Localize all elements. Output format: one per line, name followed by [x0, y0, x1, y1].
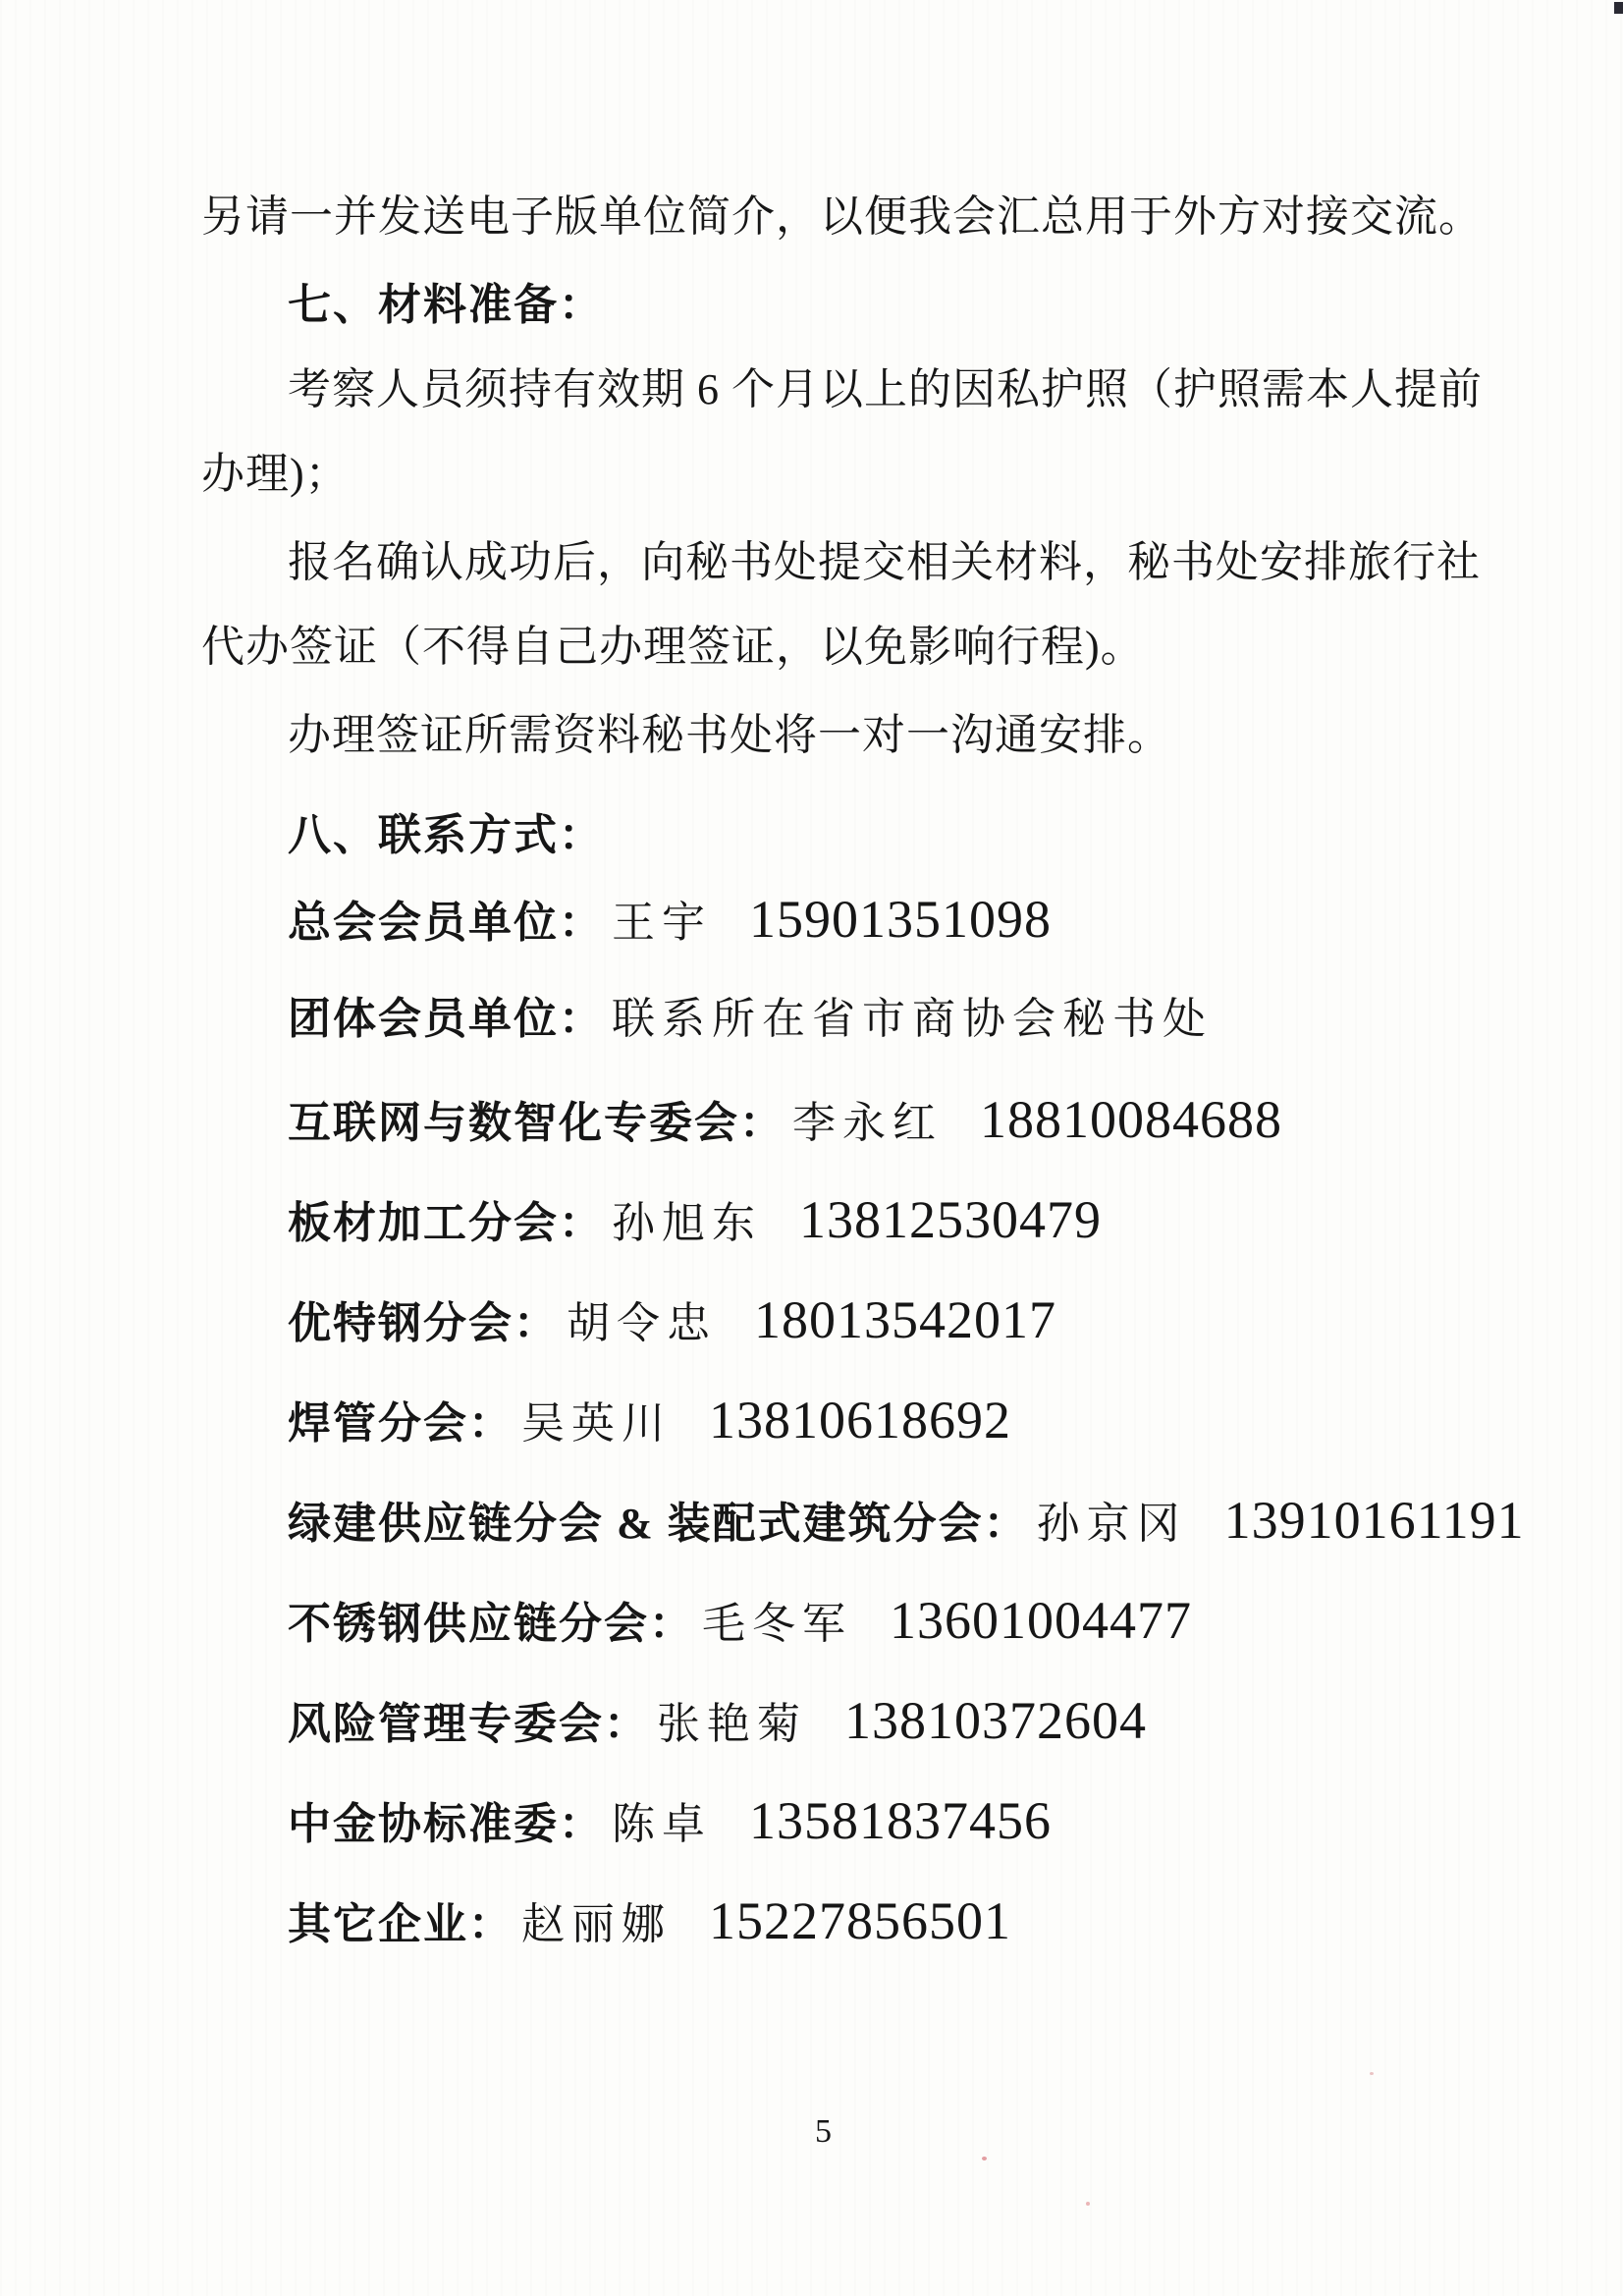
contact-label: 总会会员单位：: [288, 899, 604, 947]
contact-row: [288, 890, 1525, 949]
contact-phone: 13812530479: [799, 1190, 1102, 1249]
contact-phone: 18013542017: [754, 1290, 1056, 1349]
contact-name: 李永红: [792, 1099, 943, 1147]
scan-artifact-speck: [982, 2157, 987, 2160]
contact-label: 团体会员单位：: [288, 995, 604, 1043]
contact-label: 风险管理专委会：: [288, 1700, 649, 1748]
contact-phone: 13810372604: [844, 1691, 1147, 1750]
contact-phone: 18810084688: [980, 1090, 1282, 1149]
contact-row: [288, 1391, 1525, 1449]
scan-artifact-speck: [1086, 2202, 1090, 2206]
contact-row: [288, 1791, 1525, 1850]
contact-name: 孙旭东: [612, 1199, 762, 1247]
contact-phone: 13810618692: [709, 1391, 1011, 1449]
contact-label: 板材加工分会：: [288, 1199, 604, 1247]
contact-name: 吴英川: [521, 1399, 672, 1448]
section7-para1-line1: 考察人员须持有效期 6 个月以上的因私护照（护照需本人提前: [288, 365, 1483, 413]
contact-label: 互联网与数智化专委会：: [288, 1099, 784, 1147]
contact-row: [288, 995, 1525, 1043]
contact-name: 毛冬军: [702, 1600, 852, 1648]
contact-name: 张艳菊: [657, 1700, 807, 1748]
contact-label: 绿建供应链分会 & 装配式建筑分会：: [288, 1500, 1029, 1548]
section7-para3: 办理签证所需资料秘书处将一对一沟通安排。: [288, 711, 1171, 759]
section7-para2-line2: 代办签证（不得自己办理签证，以免影响行程)。: [201, 623, 1145, 671]
contact-label: 中金协标准委：: [288, 1800, 604, 1848]
contact-row: [288, 1290, 1525, 1349]
contact-name: 胡令忠: [567, 1299, 717, 1347]
contact-label: 优特钢分会：: [288, 1299, 559, 1347]
contact-row: [288, 1190, 1525, 1249]
contact-name: 赵丽娜: [521, 1900, 672, 1948]
contact-phone: 15901351098: [749, 890, 1052, 949]
contact-phone: 15227856501: [709, 1891, 1011, 1950]
section8-heading: 八、联系方式：: [288, 811, 604, 859]
contact-label: 不锈钢供应链分会：: [288, 1600, 694, 1648]
contact-name: 王宇: [612, 899, 712, 947]
section7-para1-line2: 办理)；: [201, 450, 350, 498]
scan-artifact-speck: [1370, 2072, 1374, 2075]
page-number: 5: [815, 2113, 832, 2150]
section7-para2-line1: 报名确认成功后，向秘书处提交相关材料，秘书处安排旅行社: [288, 538, 1481, 586]
contact-row: [288, 1891, 1525, 1950]
contact-list: [288, 890, 1525, 1997]
contact-name: 孙京冈: [1036, 1500, 1187, 1548]
scan-artifact-corner: [1614, 2, 1623, 14]
contact-row: [288, 1591, 1525, 1650]
contact-row: [288, 1691, 1525, 1750]
contact-row: [288, 1491, 1525, 1550]
section7-heading: 七、材料准备：: [288, 281, 604, 329]
intro-line: 另请一并发送电子版单位简介，以便我会汇总用于外方对接交流。: [201, 192, 1483, 241]
contact-row: [288, 1090, 1525, 1149]
contact-phone: 13581837456: [749, 1791, 1052, 1850]
contact-label: 其它企业：: [288, 1900, 514, 1948]
contact-name: 联系所在省市商协会秘书处: [612, 995, 1213, 1043]
contact-phone: 13601004477: [890, 1591, 1192, 1650]
contact-name: 陈卓: [612, 1800, 712, 1848]
contact-phone: 13910161191: [1223, 1491, 1525, 1550]
contact-label: 焊管分会：: [288, 1399, 514, 1448]
